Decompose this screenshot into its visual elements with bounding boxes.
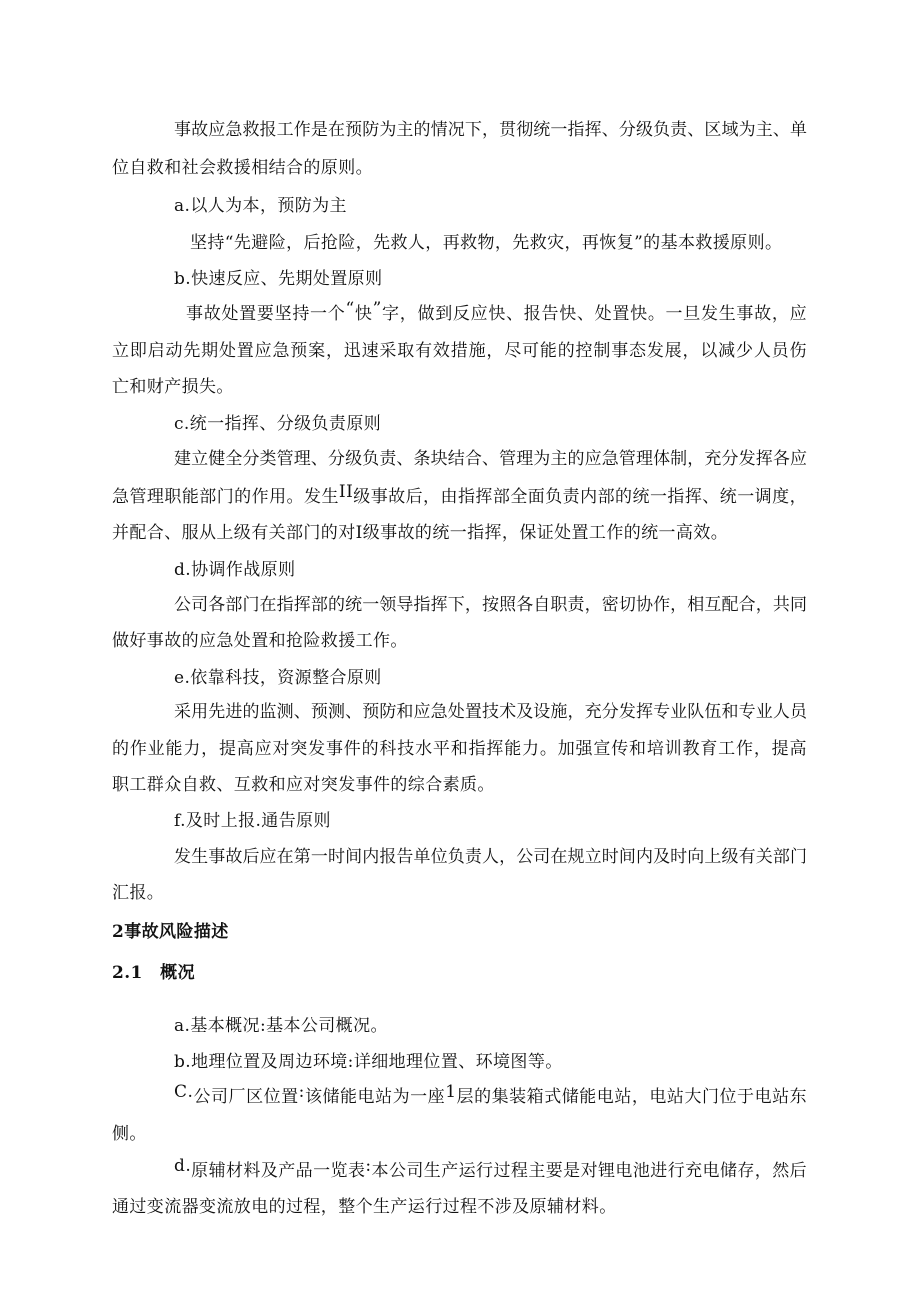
paragraph-line: 发 生 事 故 后 应 在 第 一 时 间 内 报 告 单 位 负 责 人 ， 公 司 在 规 立 时 间 内 及 时 向 上 级 有 关 部 门 [174, 847, 807, 867]
list-heading: f.及时上报.通告原则 [174, 811, 331, 831]
paragraph-line: 建 立 健 全 分 类 管 理 、 分 级 负 责 、 条 块 结 合 、 管 理 为 主 的 应 急 管 理 体 制 ， 充 分 发 挥 各 应 [174, 449, 807, 469]
list-heading: e.依靠科技，资源整合原则 [174, 668, 382, 688]
subsection-heading: 2.1 概况 [112, 963, 195, 983]
paragraph-line: 位自救和社会救援相结合的原则。 [112, 158, 373, 178]
paragraph-line: 事 故 应 急 救 报 工 作 是 在 预 防 为 主 的 情 况 下 ， 贯 彻 统 一 指 挥 、 分 级 负 责 、 区 域 为 主 、 单 [174, 120, 807, 140]
paragraph-line: 通过变流器变流放电的过程，整个生产运行过程不涉及原辅材料。 [112, 1197, 617, 1217]
list-item: d . 原 辅 材 料 及 产 品 一 览 表 : 本 公 司 生 产 运 行 过 程 主 要 是 对 锂 电 池 进 行 充 电 储 存 ， 然 后 [174, 1156, 807, 1181]
list-item: b.地理位置及周边环境:详细地理位置、环境图等。 [174, 1052, 563, 1072]
paragraph-line: 立 即 启 动 先 期 处 置 应 急 预 案 ， 迅 速 采 取 有 效 措 施 ， 尽 可 能 的 控 制 事 态 发 展 ， 以 减 少 人 员 伤 [112, 341, 807, 361]
paragraph-line: 亡和财产损失。 [112, 377, 234, 397]
paragraph-line: 汇报。 [112, 883, 165, 903]
list-heading: a.以人为本，预防为主 [174, 196, 347, 216]
list-heading: c.统一指挥、分级负责原则 [174, 414, 382, 434]
paragraph-line: 急 管 理 职 能 部 门 的 作 用 。 发 生 I I 级 事 故 后 ， 由 指 挥 部 全 面 负 责 内 部 的 统 一 指 挥 、 统 一 调 度 ， [112, 482, 807, 507]
list-item: C . 公 司 厂 区 位 置 : 该 储 能 电 站 为 一 座 1 层 的 集 装 箱 式 储 能 电 站 ， 电 站 大 门 位 于 电 站 东 [174, 1082, 807, 1107]
paragraph-line: 做好事故的应急处置和抢险救援工作。 [112, 631, 408, 651]
paragraph-line: 职工群众自救、互救和应对突发事件的综合素质。 [112, 775, 495, 795]
paragraph-line: 并配合、服从上级有关部门的对Ⅰ级事故的统一指挥，保证处置工作的统一高效。 [112, 523, 729, 543]
section-heading: 2事故风险描述 [112, 922, 229, 942]
paragraph-line: 采 用 先 进 的 监 测 、 预 测 、 预 防 和 应 急 处 置 技 术 及 设 施 ， 充 分 发 挥 专 业 队 伍 和 专 业 人 员 [174, 702, 807, 722]
paragraph-line: 事 故 处 置 要 坚 持 一 个 “ 快 ” 字 ， 做 到 反 应 快 、 报 告 快 、 处 置 快 。 一 旦 发 生 事 故 ， 应 [186, 299, 807, 324]
list-heading: b.快速反应、先期处置原则 [174, 269, 383, 289]
list-item: a.基本概况:基本公司概况。 [174, 1016, 388, 1036]
paragraph-line: 公 司 各 部 门 在 指 挥 部 的 统 一 领 导 指 挥 下 ， 按 照 各 自 职 责 ， 密 切 协 作 ， 相 互 配 合 ， 共 同 [174, 595, 807, 615]
paragraph-line: 侧。 [112, 1124, 147, 1144]
list-heading: d.协调作战原则 [174, 560, 296, 580]
paragraph-line: 的 作 业 能 力 ， 提 高 应 对 突 发 事 件 的 科 技 水 平 和 指 挥 能 力 。 加 强 宣 传 和 培 训 教 育 工 作 ， 提 高 [112, 739, 807, 759]
paragraph-line: 坚持“先避险，后抢险，先救人，再救物，先救灾，再恢复”的基本救援原则。 [190, 233, 783, 253]
